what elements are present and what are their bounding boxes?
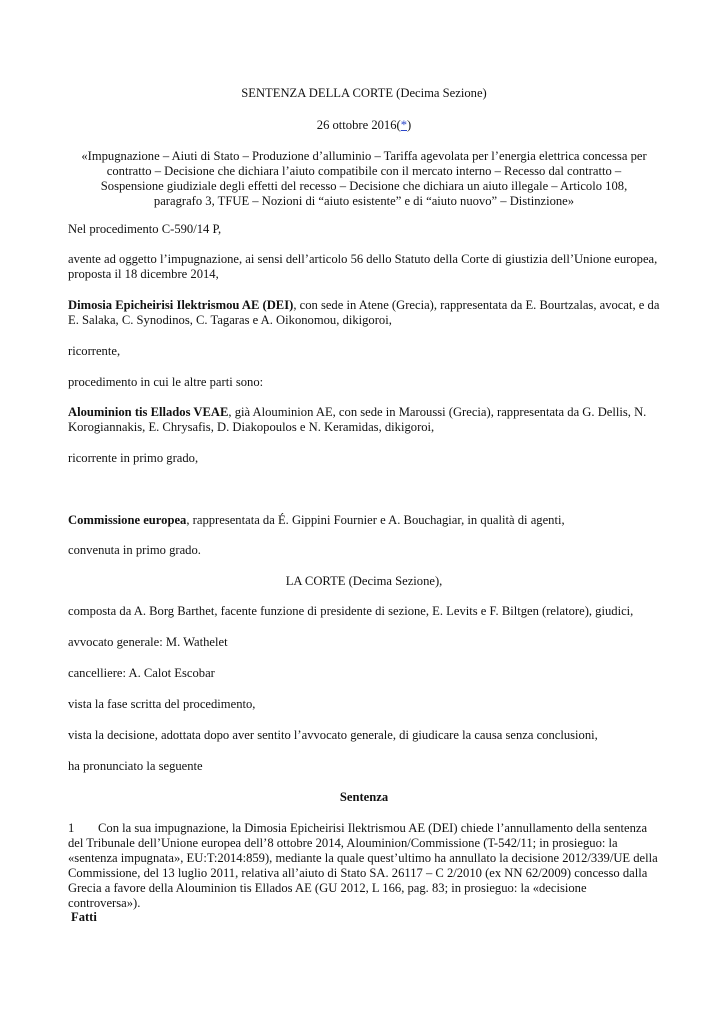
case-number: Nel procedimento C-590/14 P,: [68, 222, 222, 236]
party3-name: Commissione europea: [68, 513, 187, 527]
other-parties-intro: procedimento in cui le altre parti sono:: [68, 375, 264, 389]
party2-details: , già Alouminion AE, con sede in Maroussi (Grecia), rappresentata da G. Dellis, N. Korogiannakis, E. Chrysafis, D. Diakopoulos e N. Keramidas, dikigoroi,: [68, 405, 647, 434]
pronounced-line: ha pronunciato la seguente: [68, 759, 203, 773]
footnote-link[interactable]: *: [400, 118, 408, 132]
court-heading: LA CORTE (Decima Sezione),: [285, 574, 443, 588]
appellant-role: ricorrente,: [68, 344, 121, 358]
date-close: ): [407, 118, 412, 132]
decision-line: vista la decisione, adottata dopo aver sentito l’avvocato generale, di giudicare la causa senza conclusioni,: [68, 728, 598, 742]
appellant-name: Dimosia Epicheirisi Ilektrismou AE (DEI): [68, 298, 294, 312]
appellant-details: , con sede in Atene (Grecia), rappresentata da E. Bourtzalas, avocat, e da E. Salaka, C. Synodinos, C. Tagaras e A. Oikonomou, dikigoroi,: [68, 298, 660, 327]
composition: composta da A. Borg Barthet, facente funzione di presidente di sezione, E. Levits e F. Biltgen (relatore), giudici,: [68, 604, 634, 618]
judgment-date: [68, 118, 660, 133]
party3-details: , rappresentata da É. Gippini Fournier e A. Bouchagiar, in qualità di agenti,: [186, 513, 565, 527]
party2-role: ricorrente in primo grado,: [68, 451, 199, 465]
party2-paragraph: [68, 405, 660, 435]
paragraph-number: 1: [68, 821, 75, 835]
judgment-heading-text: Sentenza: [339, 790, 389, 804]
paragraph-1: [68, 821, 660, 911]
date-text: 26 ottobre 2016(: [316, 118, 401, 132]
party3-paragraph: [68, 513, 660, 528]
party2-name: Alouminion tis Ellados VEAE: [68, 405, 229, 419]
keywords: «Impugnazione – Aiuti di Stato – Produzione d’alluminio – Tariffa agevolata per l’energia elettrica concessa per contratto – Decisione che dichiara l’aiuto compatibile con il mercato interno – Recesso dal contratto – Sospensione giudiziale degli effetti del recesso – Decisione che dichiara un aiuto illegale – Articolo 108, paragrafo 3, TFUE – Nozioni di “aiuto esistente” e di “aiuto nuovo” – Distinzione»: [81, 149, 647, 208]
judgment-title: SENTENZA DELLA CORTE (Decima Sezione): [241, 86, 487, 100]
facts-heading-text: Fatti: [71, 910, 97, 924]
object-paragraph: avente ad oggetto l’impugnazione, ai sensi dell’articolo 56 dello Statuto della Corte di giustizia dell’Unione europea, proposta il 18 dicembre 2014,: [68, 252, 658, 281]
appellant-paragraph: [68, 298, 660, 328]
paragraph-1-text: Con la sua impugnazione, la Dimosia Epicheirisi Ilektrismou AE (DEI) chiede l’annullamento della sentenza del Tribunale dell’Unione europea dell’8 ottobre 2014, Alouminion/Commissione (T-542/11; in prosieguo: la «sentenza impugnata», EU:T:2014:859), mediante la quale quest’ultimo ha annullato la decisione 2012/339/UE della Commissione, del 13 luglio 2011, relativa all’aiuto di Stato SA. 26117 – C 2/2010 (ex NN 62/2009) concesso dalla Grecia a favore della Alouminion tis Ellados AE (GU 2012, L 166, pag. 83; in prosieguo: la «decisione controversa»).: [68, 821, 658, 910]
registrar: cancelliere: A. Calot Escobar: [68, 666, 215, 680]
written-procedure: vista la fase scritta del procedimento,: [68, 697, 256, 711]
judgment-heading: [68, 790, 660, 805]
party3-role: convenuta in primo grado.: [68, 543, 201, 557]
facts-heading: [71, 910, 663, 925]
advocate-general: avvocato generale: M. Wathelet: [68, 635, 228, 649]
